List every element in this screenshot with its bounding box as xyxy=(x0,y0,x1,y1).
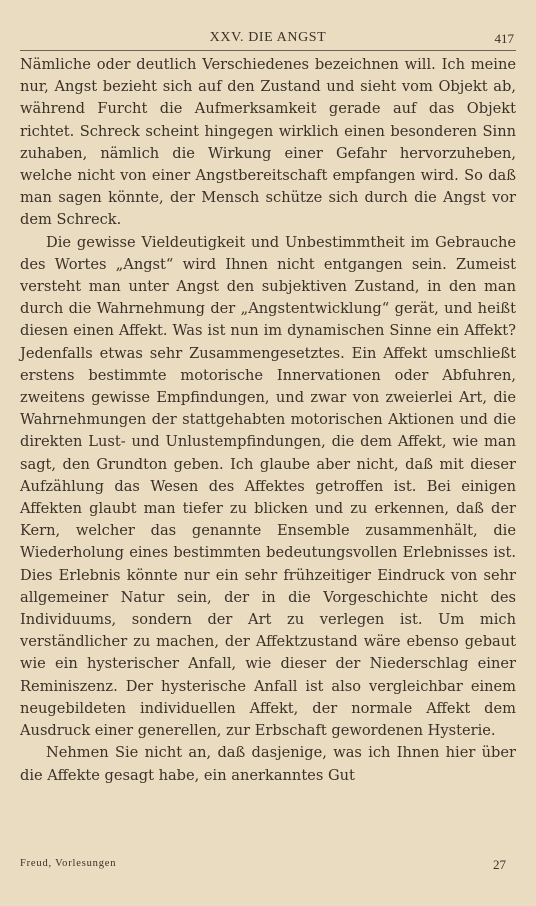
paragraph-1: Nämliche oder deutlich Verschiedenes bezeichnen will. Ich meine nur, Angst bezieht sich auf den Zustand und sieht vom Objekt ab, während Furcht die Aufmerksamkeit gerade auf das Objekt richtet. Schreck scheint hingegen wirklich einen besonderen Sinn zuhaben, nämlich die Wirkung einer Gefahr hervorzuheben, welche nicht von einer Angstbereitschaft empfangen wird. So daß man sagen könnte, der Mensch schütze sich durch die Angst vor dem Schreck. xyxy=(20,56,516,229)
running-title: XXV. DIE ANGST xyxy=(209,30,327,45)
sheet-number: 27 xyxy=(493,857,506,872)
printer-signature: Freud, Vorlesungen xyxy=(20,858,117,869)
page-footer xyxy=(20,858,516,876)
page-header xyxy=(20,30,516,51)
page-number: 417 xyxy=(494,31,514,46)
body-text xyxy=(20,54,516,787)
paragraph-3: Nehmen Sie nicht an, daß dasjenige, was ich Ihnen hier über die Affekte gesagt habe, ein anerkanntes Gut xyxy=(20,744,516,784)
paragraph-2: Die gewisse Vieldeutigkeit und Unbestimmtheit im Gebrauche des Wortes „Angst“ wird Ihnen nicht entgangen sein. Zumeist versteht man unter Angst den subjektiven Zustand, in den man durch die Wahrnehmung der „Angstentwicklung“ gerät, und heißt diesen einen Affekt. Was ist nun im dynamischen Sinne ein Affekt? Jedenfalls etwas sehr Zusammengesetztes. Ein Affekt umschließt erstens bestimmte motorische Innervationen oder Abfuhren, zweitens gewisse Empfindungen, und zwar von zweierlei Art, die Wahrnehmungen der stattgehabten motorischen Aktionen und die direkten Lust- und Unlustempfindungen, die dem Affekt, wie man sagt, den Grundton geben. Ich glaube aber nicht, daß mit dieser Aufzählung das Wesen des Affektes getroffen ist. Bei einigen Affekten glaubt man tiefer zu blicken und zu erkennen, daß der Kern, welcher das genannte Ensemble zusammenhält, die Wiederholung eines bestimmten bedeutungsvollen Erlebnisses ist. Dies Erlebnis könnte nur ein sehr frühzeitiger Eindruck von sehr allgemeiner Natur sein, der in die Vorgeschichte nicht des Individuums, sondern der Art zu verlegen ist. Um mich verständlicher zu machen, der Affektzustand wäre ebenso gebaut wie ein hysterischer Anfall, wie dieser der Niederschlag einer Reminiszenz. Der hysterische Anfall ist also vergleichbar einem neugebildeten individuellen Affekt, der normale Affekt dem Ausdruck einer generellen, zur Erbschaft gewordenen Hysterie. xyxy=(20,233,516,740)
